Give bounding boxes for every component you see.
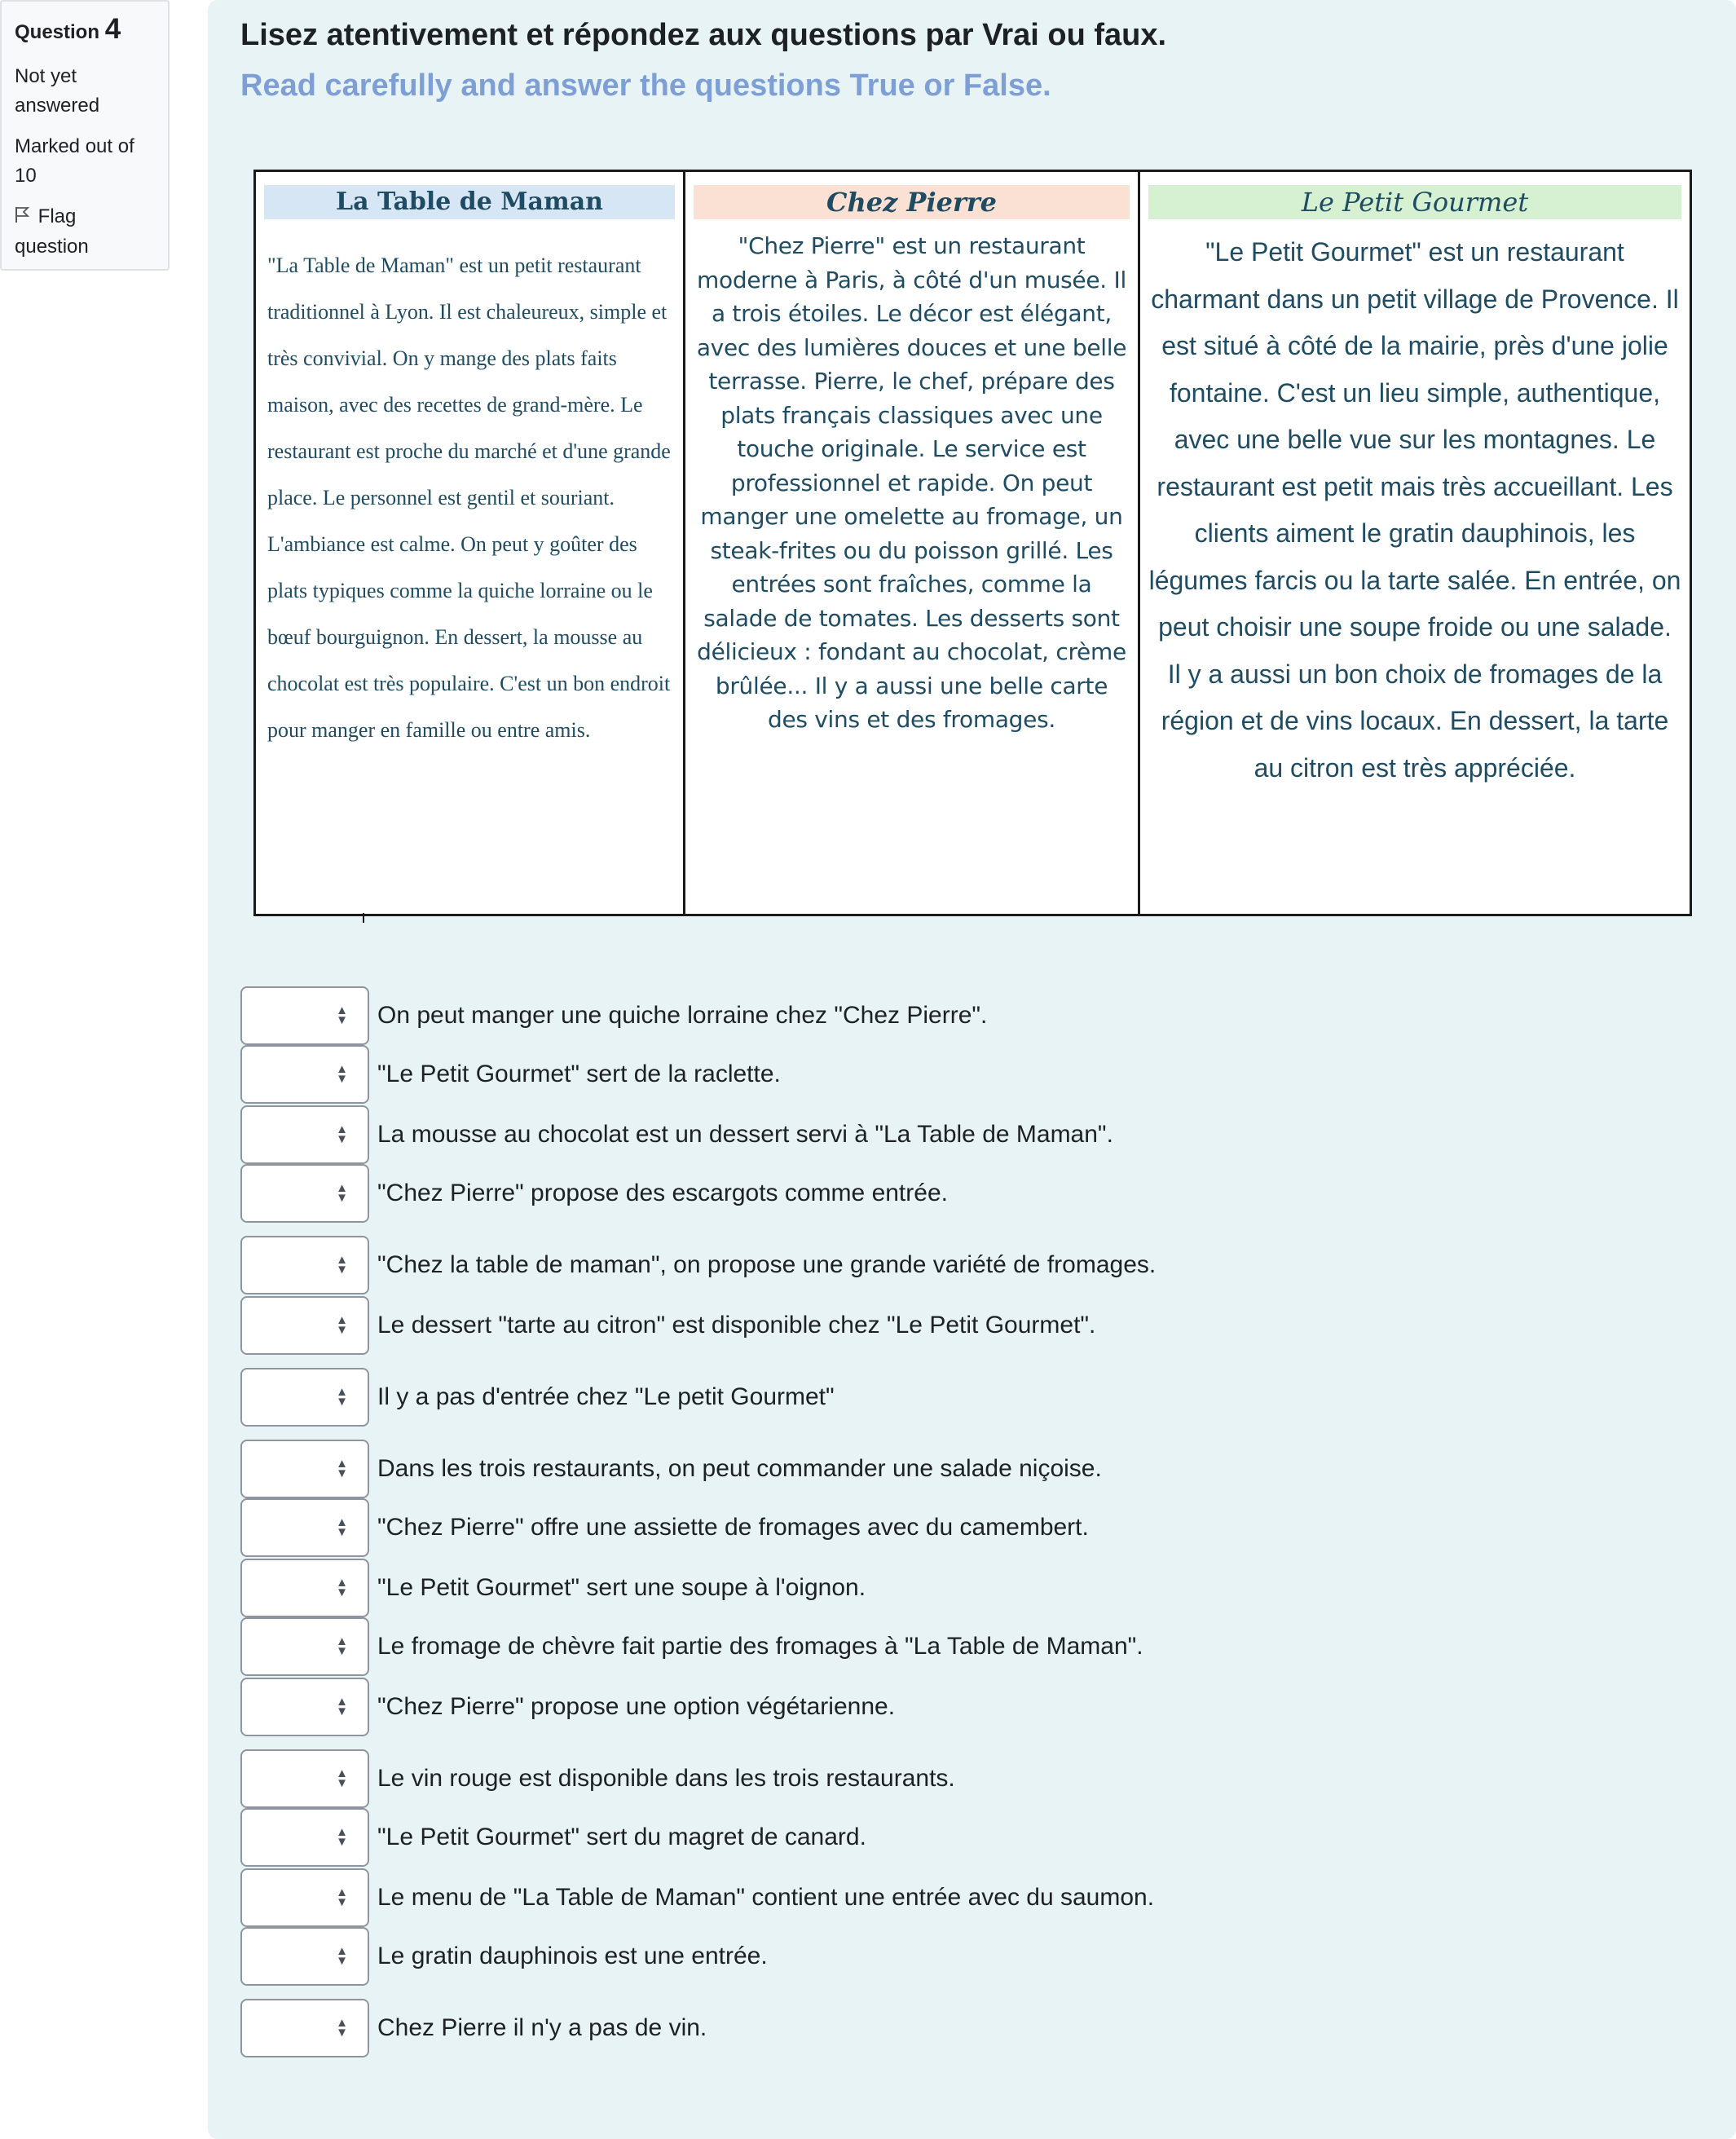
question-text: "Chez Pierre" offre une assiette de fromages avec du camembert. — [377, 1514, 1089, 1541]
question-status: Not yet answered — [15, 65, 100, 117]
question-text: "Chez Pierre" propose une option végétarienne. — [377, 1693, 896, 1720]
question-text: "Chez la table de maman", on propose une grande variété de fromages. — [377, 1251, 1157, 1278]
question-text: Le dessert "tarte au citron" est disponible chez "Le Petit Gourmet". — [377, 1312, 1096, 1339]
up-down-chevron-icon: ▲ ▼ — [336, 1385, 348, 1409]
flag-question-label: Flag question — [15, 205, 89, 258]
up-down-chevron-icon: ▲ ▼ — [336, 1181, 348, 1205]
question-row — [240, 986, 987, 1045]
true-false-select[interactable] — [240, 1617, 369, 1676]
true-false-select[interactable] — [240, 1236, 369, 1294]
instructions-english: Read carefully and answer the questions True or False. — [240, 68, 1051, 103]
up-down-chevron-icon: ▲ ▼ — [336, 1253, 348, 1277]
true-false-select[interactable] — [240, 1678, 369, 1736]
true-false-select[interactable] — [240, 1927, 369, 1986]
restaurant-description: "Chez Pierre" est un restaurant moderne à Paris, à côté d'un musée. Il a trois étoiles. Le décor est élégant, avec des lumières douces et une belle terrasse. Pierre, le chef, prépare des plats français classiques avec une touche originale. Le service est professionnel et rapide. On peut manger une omelette au fromage, un steak-frites ou du poisson grillé. Les entrées sont fraîches, comme la salade de tomates. Les desserts sont délicieux : fondant au chocolat, crème brûlée... Il y a aussi une belle carte des vins et des fromages. — [696, 232, 1127, 733]
restaurant-column — [256, 172, 683, 914]
question-text: La mousse au chocolat est un dessert servi à "La Table de Maman". — [377, 1121, 1113, 1148]
question-row — [240, 1999, 707, 2057]
question-text: Le gratin dauphinois est une entrée. — [377, 1943, 768, 1969]
question-text: Le menu de "La Table de Maman" contient une entrée avec du saumon. — [377, 1884, 1155, 1911]
true-false-select[interactable] — [240, 1045, 369, 1104]
restaurant-column — [1138, 172, 1690, 914]
up-down-chevron-icon: ▲ ▼ — [336, 1062, 348, 1086]
question-row — [240, 1617, 1143, 1676]
question-row — [240, 1236, 1156, 1294]
up-down-chevron-icon: ▲ ▼ — [336, 1825, 348, 1849]
up-down-chevron-icon: ▲ ▼ — [336, 1885, 348, 1909]
restaurant-description: "La Table de Maman" est un petit restaurant traditionnel à Lyon. Il est chaleureux, simple et très convivial. On y mange des plats faits maison, avec des recettes de grand-mère. Le restaurant est proche du marché et d'une grande place. Le personnel est gentil et souriant. L'ambiance est calme. On peut y goûter des plats typiques comme la quiche lorraine ou le bœuf bourguignon. En dessert, la mousse au chocolat est très populaire. C'est un bon endroit pour manger en famille ou entre amis. — [267, 254, 671, 742]
question-info-box — [0, 0, 170, 271]
question-text: Le fromage de chèvre fait partie des fromages à "La Table de Maman". — [377, 1633, 1143, 1660]
true-false-select[interactable] — [240, 1296, 369, 1355]
question-row — [240, 1296, 1095, 1355]
question-number-heading — [15, 13, 155, 46]
true-false-select[interactable] — [240, 1440, 369, 1498]
question-text: "Le Petit Gourmet" sert de la raclette. — [377, 1061, 781, 1087]
question-text: On peut manger une quiche lorraine chez "Chez Pierre". — [377, 1002, 988, 1029]
question-text: Dans les trois restaurants, on peut commander une salade niçoise. — [377, 1455, 1102, 1482]
true-false-select[interactable] — [240, 1559, 369, 1617]
question-row — [240, 1927, 768, 1986]
true-false-select[interactable] — [240, 1999, 369, 2057]
question-row — [240, 1440, 1102, 1498]
question-row — [240, 1105, 1113, 1164]
question-row — [240, 1164, 948, 1223]
question-row — [240, 1368, 835, 1427]
question-text: "Chez Pierre" propose des escargots comme entrée. — [377, 1180, 948, 1206]
question-text: "Le Petit Gourmet" sert du magret de canard. — [377, 1824, 866, 1850]
instructions-french: Lisez atentivement et répondez aux questions par Vrai ou faux. — [240, 18, 1167, 52]
question-label: Question — [15, 21, 100, 43]
question-row — [240, 1808, 866, 1867]
true-false-select[interactable] — [240, 1498, 369, 1557]
up-down-chevron-icon: ▲ ▼ — [336, 1695, 348, 1718]
question-row — [240, 1559, 866, 1617]
up-down-chevron-icon: ▲ ▼ — [336, 1515, 348, 1539]
restaurant-column — [683, 172, 1138, 914]
up-down-chevron-icon: ▲ ▼ — [336, 1313, 348, 1337]
restaurant-table — [253, 170, 1692, 916]
true-false-select[interactable] — [240, 1164, 369, 1223]
true-false-select[interactable] — [240, 1749, 369, 1808]
question-number: 4 — [104, 13, 121, 45]
question-text: "Le Petit Gourmet" sert une soupe à l'oignon. — [377, 1574, 866, 1601]
up-down-chevron-icon: ▲ ▼ — [336, 1122, 348, 1146]
up-down-chevron-icon: ▲ ▼ — [336, 1003, 348, 1027]
true-false-select[interactable] — [240, 986, 369, 1045]
question-row — [240, 1868, 1154, 1927]
restaurant-name: Chez Pierre — [694, 185, 1130, 219]
up-down-chevron-icon: ▲ ▼ — [336, 1766, 348, 1790]
up-down-chevron-icon: ▲ ▼ — [336, 2016, 348, 2040]
table-divider-mark — [363, 913, 364, 923]
question-row — [240, 1749, 955, 1808]
up-down-chevron-icon: ▲ ▼ — [336, 1634, 348, 1658]
up-down-chevron-icon: ▲ ▼ — [336, 1944, 348, 1968]
flag-icon — [15, 203, 33, 232]
question-text: Le vin rouge est disponible dans les trois restaurants. — [377, 1765, 955, 1792]
question-grade: Marked out of 10 — [15, 135, 134, 187]
flag-question-link[interactable] — [15, 202, 155, 262]
true-false-select[interactable] — [240, 1368, 369, 1427]
question-row — [240, 1678, 895, 1736]
up-down-chevron-icon: ▲ ▼ — [336, 1576, 348, 1599]
restaurant-name: Le Petit Gourmet — [1148, 185, 1681, 219]
true-false-select[interactable] — [240, 1868, 369, 1927]
restaurant-name: La Table de Maman — [264, 185, 675, 219]
question-row — [240, 1045, 781, 1104]
up-down-chevron-icon: ▲ ▼ — [336, 1457, 348, 1480]
question-text: Chez Pierre il n'y a pas de vin. — [377, 2014, 707, 2041]
true-false-select[interactable] — [240, 1808, 369, 1867]
question-text: Il y a pas d'entrée chez "Le petit Gourmet" — [377, 1383, 835, 1410]
question-content — [208, 0, 1736, 2139]
restaurant-description: "Le Petit Gourmet" est un restaurant charmant dans un petit village de Provence. Il est situé à côté de la mairie, près d'une jolie fontaine. C'est un lieu simple, authentique, avec une belle vue sur les montagnes. Le restaurant est petit mais très accueillant. Les clients aiment le gratin dauphinois, les légumes farcis ou la tarte salée. En entrée, on peut choisir une soupe froide ou une salade. Il y a aussi un bon choix de fromages de la région et de vins locaux. En dessert, la tarte au citron est très appréciée. — [1148, 237, 1681, 783]
question-row — [240, 1498, 1089, 1557]
true-false-select[interactable] — [240, 1105, 369, 1164]
